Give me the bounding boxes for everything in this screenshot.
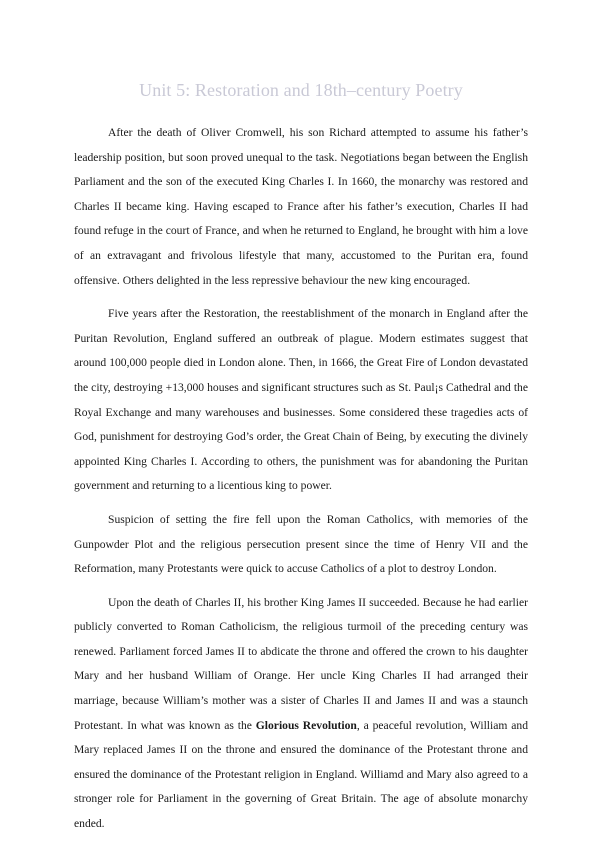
paragraph-glorious-revolution — [74, 591, 528, 837]
paragraph-text-start: Upon the death of Charles II, his brother King James II succeeded. Because he had earlier publicly converted to Roman Catholicism, the religious turmoil of the preceding century was renewed. Parliament forced James II to abdicate the throne and offered the crown to his daughter Mary and her husband William of Orange. Her uncle King Charles II had arranged their marriage, because William’s mother was a sister of Charles II and James II and was a staunch Protestant. In what was known as the — [74, 595, 528, 732]
glorious-revolution-term: Glorious Revolution — [255, 718, 357, 732]
paragraph-text-end: , a peaceful revolution, William and Mary replaced James II on the throne and ensured the dominance of the Protestant throne and ensured the dominance of the Protestant religion in England. Williamd and Mary also agreed to a stronger role for Parliament in the governing of Great Britain. The age of absolute monarchy ended. — [74, 718, 528, 831]
paragraph-plague-fire: Five years after the Restoration, the reestablishment of the monarch in England after the Puritan Revolution, England suffered an outbreak of plague. Modern estimates suggest that around 100,000 people died in London alone. Then, in 1666, the Great Fire of London devastated the city, destroying +13,000 houses and significant structures such as St. Paul¡s Cathedral and the Royal Exchange and many warehouses and businesses. Some considered these tragedies acts of God, punishment for destroying God’s order, the Great Chain of Being, by executing the divinely appointed King Charles I. According to others, the punishment was for abandoning the Puritan government and returning to a licentious king to power. — [74, 307, 528, 493]
document-page — [74, 80, 528, 846]
unit-title: Unit 5: Restoration and 18th–century Poetry — [139, 80, 463, 100]
paragraph-suspicion: Suspicion of setting the fire fell upon the Roman Catholics, with memories of the Gunpowder Plot and the religious persecution present since the time of Henry VII and the Reformation, many Protestants were quick to accuse Catholics of a plot to destroy London. — [74, 512, 528, 576]
paragraph-restoration: After the death of Oliver Cromwell, his son Richard attempted to assume his father’s leadership position, but soon proved unequal to the task. Negotiations began between the English Parliament and the son of the executed King Charles I. In 1660, the monarchy was restored and Charles II became king. Having escaped to France after his father’s execution, Charles II had found refuge in the court of France, and when he returned to England, he brought with him a love of an extravagant and frivolous lifestyle that many, accustomed to the Puritan era, found offensive. Others delighted in the less repressive behaviour the new king encouraged. — [74, 126, 528, 287]
